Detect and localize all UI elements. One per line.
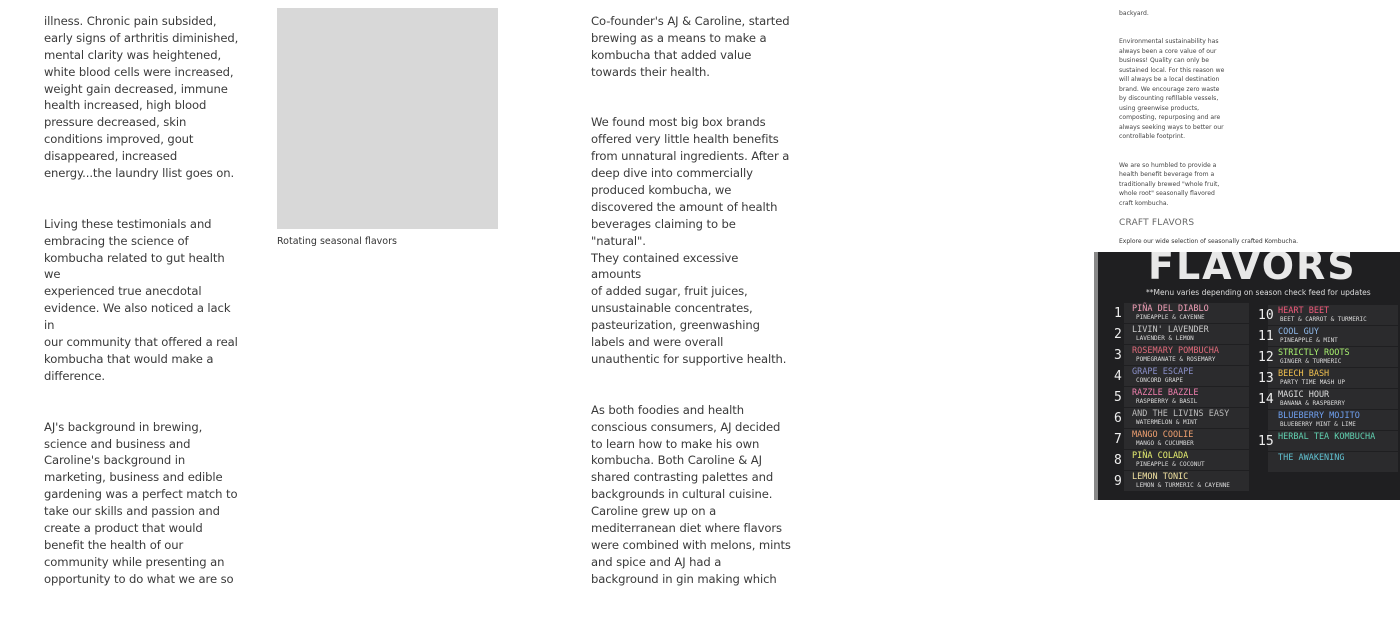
story-paragraph: Co-founder's AJ & Caroline, started brewing as a means to make a kombucha that added value towards their health. [591,13,790,79]
craft-flavors-heading: CRAFT FLAVORS [1119,218,1195,228]
menu-item-name: RAZZLE BAZZLE [1132,388,1199,398]
menu-item [1258,453,1398,474]
menu-item [1258,390,1398,411]
menu-item-description: BLUEBERRY MINT & LIME [1280,421,1356,428]
story-paragraph: As both foodies and health conscious consumers, AJ decided to learn how to make his own kombucha. Both Caroline & AJ shared contrasting palettes and backgrounds in cultural cuisine. Caroline grew up on a mediterranean diet where flavors were combined with melons, mints and spice and AJ had a background in gin making which [591,402,791,586]
menu-board-left [1114,304,1249,493]
menu-item-number: 13 [1258,371,1274,386]
menu-item-name: LIVIN' LAVENDER [1132,325,1209,335]
menu-item [1114,346,1249,367]
menu-board-right [1258,306,1398,474]
menu-item [1114,430,1249,451]
menu-item-number: 9 [1114,474,1122,489]
menu-item-name: HERBAL TEA KOMBUCHA [1278,432,1376,442]
story-paragraph: AJ's background in brewing, science and business and Caroline's background in marketing, business and edible gardening was a perfect match to take our skills and passion and create a product that would benefit the health of our community while presenting an opportunity to do what we are so [44,419,238,586]
story-paragraph: We found most big box brands offered very little health benefits from unnatural ingredients. After a deep dive into commercially produced kombucha, we discovered the amount of health beverages claiming to be "natural". They contained excessive amounts of added sugar, fruit juices, unsustainable concentrates, pasteurization, greenwashing labels and were overall unauthentic for supportive health. [591,115,790,367]
menu-item-number: 10 [1258,308,1274,323]
menu-item-description: PARTY TIME MASH UP [1280,379,1346,386]
story-paragraph: Living these testimonials and embracing the science of kombucha related to gut health we experienced true anecdotal evidence. We also noticed a lack in our community that offered a real kombucha that would make a difference. [44,216,238,383]
story-paragraph: We are so humbled to provide a health benefit beverage from a traditionally brewed "whole fruit, whole root" seasonally flavored craft kombucha. [1119,161,1220,207]
menu-item-description: BEET & CARROT & TURMERIC [1280,316,1367,323]
menu-item-number: 3 [1114,348,1122,363]
menu-item-description: PINEAPPLE & MINT [1280,337,1338,344]
story-column-left [44,0,244,621]
menu-item-number: 5 [1114,390,1122,405]
menu-item-name: THE AWAKENING [1278,453,1345,463]
image-caption: Rotating seasonal flavors [277,236,397,247]
menu-item-name: MAGIC HOUR [1278,390,1330,400]
menu-item-description: BANANA & RASPBERRY [1280,400,1346,407]
menu-item-name: MANGO COOLIE [1132,430,1194,440]
menu-item-description: PINEAPPLE & COCONUT [1136,461,1205,468]
craft-flavors-subtitle: Explore our wide selection of seasonally crafted Kombucha. [1119,238,1299,245]
menu-item [1114,304,1249,325]
story-column-middle [591,0,791,621]
menu-item-name: AND THE LIVINS EASY [1132,409,1230,419]
menu-item-number: 1 [1114,306,1122,321]
flavors-menu-photo [1094,252,1400,500]
image-placeholder [277,8,498,229]
menu-item [1114,367,1249,388]
menu-item-description: POMEGRANATE & ROSEMARY [1136,356,1216,363]
menu-item-number: 15 [1258,434,1274,449]
menu-item-description: LEMON & TURMERIC & CAYENNE [1136,482,1230,489]
menu-item [1258,411,1398,432]
story-column-right [1119,0,1229,227]
menu-item [1114,409,1249,430]
menu-item-description: LAVENDER & LEMON [1136,335,1194,342]
menu-item-number: 12 [1258,350,1274,365]
menu-item-number: 8 [1114,453,1122,468]
menu-item-description: PINEAPPLE & CAYENNE [1136,314,1205,321]
menu-item [1114,472,1249,493]
menu-item-number: 11 [1258,329,1274,344]
menu-item-name: BLUEBERRY MOJITO [1278,411,1360,421]
menu-photo-title: FLAVORS [1148,252,1357,288]
menu-item [1258,432,1398,453]
story-paragraph: illness. Chronic pain subsided, early signs of arthritis diminished, mental clarity was heightened, white blood cells were increased, weight gain decreased, immune health increased, high blood pressure decreased, skin conditions improved, gout disappeared, increased energy...the laundry llist goes on. [44,13,239,181]
menu-item [1258,369,1398,390]
menu-item-name: STRICTLY ROOTS [1278,348,1350,358]
menu-item [1258,348,1398,369]
menu-item-description: WATERMELON & MINT [1136,419,1198,426]
menu-item-description: CONCORD GRAPE [1136,377,1183,384]
menu-item-name: GRAPE ESCAPE [1132,367,1194,377]
menu-item-description: MANGO & CUCUMBER [1136,440,1194,447]
menu-item-description: GINGER & TURMERIC [1280,358,1342,365]
menu-item [1258,306,1398,327]
story-paragraph: Environmental sustainability has always been a core value of our business! Quality can only be sustained local. For this reason we will always be a local destination brand. We encourage zero waste by discounting refillable vessels, using greenwise products, composting, repurposing and are always seeking ways to better our controllable footprint. [1119,38,1225,140]
menu-item-number: 6 [1114,411,1122,426]
story-paragraph: backyard. [1119,9,1149,17]
menu-item-description: RASPBERRY & BASIL [1136,398,1198,405]
menu-item-name: ROSEMARY POMBUCHA [1132,346,1219,356]
menu-item-number: 7 [1114,432,1122,447]
menu-item-name: PIÑA COLADA [1132,451,1189,461]
menu-item [1114,325,1249,346]
menu-item-number: 4 [1114,369,1122,384]
menu-item [1114,388,1249,409]
menu-item [1114,451,1249,472]
menu-item-name: BEECH BASH [1278,369,1330,379]
menu-item-name: COOL GUY [1278,327,1319,337]
menu-item-name: LEMON TONIC [1132,472,1189,482]
menu-photo-note: **Menu varies depending on season check feed for updates [1146,288,1371,297]
menu-item [1258,327,1398,348]
menu-item-name: PIÑA DEL DIABLO [1132,304,1209,314]
menu-item-number: 14 [1258,392,1274,407]
menu-item-name: HEART BEET [1278,306,1330,316]
menu-item-number: 2 [1114,327,1122,342]
